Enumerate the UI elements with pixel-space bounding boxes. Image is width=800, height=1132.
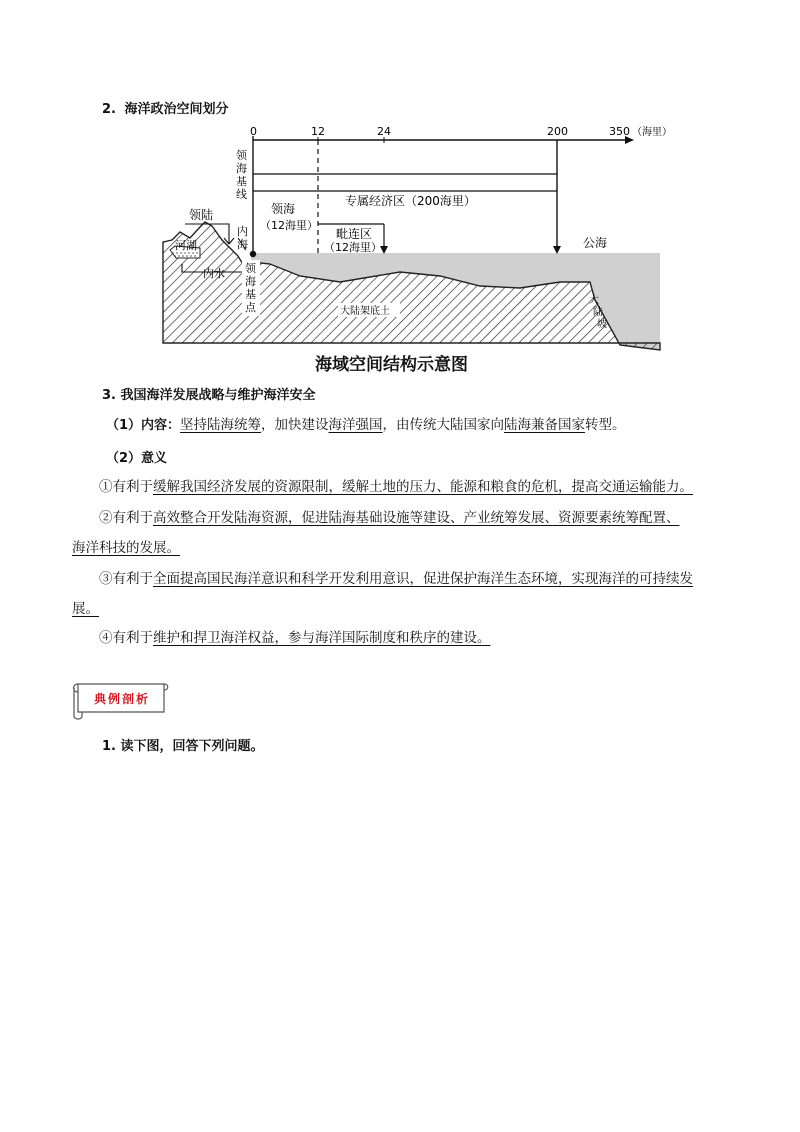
answer-blank: 缓解我国经济发展的资源限制，缓解土地的压力、能源和粮食的危机，提高交通运输能力。 bbox=[153, 479, 693, 495]
inner-sea-char: 内 bbox=[237, 225, 248, 238]
item-prefix: ③有利于 bbox=[99, 571, 153, 587]
section-title: 海洋政治空间划分 bbox=[124, 102, 229, 117]
svg-text:领: 领 bbox=[245, 262, 256, 275]
answer-blank: 全面提高国民海洋意识和科学开发利用意识，促进保护海洋生态环境，实现海洋的可持续发 bbox=[153, 571, 693, 587]
svg-text:大陆架底土: 大陆架底土 bbox=[340, 306, 390, 317]
answer-blank: 展。 bbox=[72, 601, 99, 617]
scale-unit: （海里） bbox=[632, 127, 672, 138]
tick-24: 24 bbox=[377, 125, 391, 138]
tick-200: 200 bbox=[547, 125, 568, 138]
item-prefix: ②有利于 bbox=[99, 510, 153, 526]
meaning-item-3-cont bbox=[72, 599, 99, 619]
territorial-sea-nm: （12海里） bbox=[260, 219, 318, 232]
base-point-dot bbox=[250, 251, 256, 257]
section-number: 3. bbox=[102, 388, 116, 403]
meaning-item-2 bbox=[99, 508, 739, 528]
baseline-char: 线 bbox=[236, 188, 247, 201]
example-badge bbox=[70, 680, 170, 720]
tick-0: 0 bbox=[250, 125, 257, 138]
diagram-caption: 海域空间结构示意图 bbox=[315, 355, 468, 375]
baseline-char: 基 bbox=[236, 175, 247, 188]
svg-text:陆: 陆 bbox=[593, 307, 603, 318]
answer-blank: 维护和捍卫海洋权益，参与海洋国际制度和秩序的建设。 bbox=[153, 630, 491, 646]
answer-blank: 海洋科技的发展。 bbox=[72, 540, 180, 556]
answer-blank: 海洋强国 bbox=[328, 417, 383, 433]
base-point-label bbox=[242, 260, 260, 316]
section-2-heading bbox=[102, 98, 229, 117]
answer-blank: 坚持陆海统筹 bbox=[180, 417, 262, 433]
content-line bbox=[106, 415, 626, 436]
meaning-item-3 bbox=[99, 569, 749, 589]
section-3-heading bbox=[102, 384, 316, 403]
contiguous-nm: （12海里） bbox=[324, 241, 382, 254]
svg-text:点: 点 bbox=[245, 301, 256, 314]
item-prefix: ④有利于 bbox=[99, 630, 153, 646]
baseline-char: 海 bbox=[236, 162, 247, 175]
baseline-char: 领 bbox=[236, 149, 247, 162]
badge-text: 典例剖析 bbox=[93, 692, 151, 706]
tick-350: 350 bbox=[609, 125, 630, 138]
answer-blank: 陆海兼备国家 bbox=[504, 417, 586, 433]
meaning-label: （2）意义 bbox=[106, 451, 168, 466]
inner-water-label: 内水 bbox=[203, 267, 225, 280]
meaning-item-4 bbox=[99, 628, 739, 648]
inner-sea-char: 海 bbox=[237, 238, 248, 251]
sea-zone-diagram bbox=[150, 118, 680, 380]
text-segment: 转型。 bbox=[585, 417, 626, 433]
svg-text:坡: 坡 bbox=[597, 319, 607, 330]
text-segment: ，由传统大陆国家向 bbox=[382, 417, 505, 433]
high-seas-label: 公海 bbox=[583, 236, 608, 250]
meaning-item-1 bbox=[99, 477, 739, 497]
svg-text:基: 基 bbox=[245, 288, 256, 301]
eez-label: 专属经济区（200海里） bbox=[345, 194, 476, 208]
contiguous-label: 毗连区 bbox=[336, 227, 373, 241]
tick-12: 12 bbox=[311, 125, 325, 138]
item-prefix: ①有利于 bbox=[99, 479, 153, 495]
territorial-sea-label: 领海 bbox=[271, 202, 296, 216]
content-label: （1）内容： bbox=[106, 418, 181, 433]
shelf-label bbox=[338, 303, 400, 317]
svg-text:海: 海 bbox=[245, 275, 256, 288]
lake-label: 河湖 bbox=[175, 239, 197, 252]
question-1: 1. 读下图，回答下列问题。 bbox=[102, 739, 264, 754]
section-title: 我国海洋发展战略与维护海洋安全 bbox=[120, 388, 316, 403]
text-segment: ，加快建设 bbox=[261, 417, 329, 433]
answer-blank: 高效整合开发陆海资源，促进陆海基础设施等建设、产业统筹发展、资源要素统筹配置、 bbox=[153, 510, 680, 526]
land-label: 领陆 bbox=[189, 208, 214, 222]
svg-text:大: 大 bbox=[589, 295, 599, 306]
meaning-item-2-cont bbox=[72, 538, 180, 558]
section-number: 2. bbox=[102, 102, 116, 117]
